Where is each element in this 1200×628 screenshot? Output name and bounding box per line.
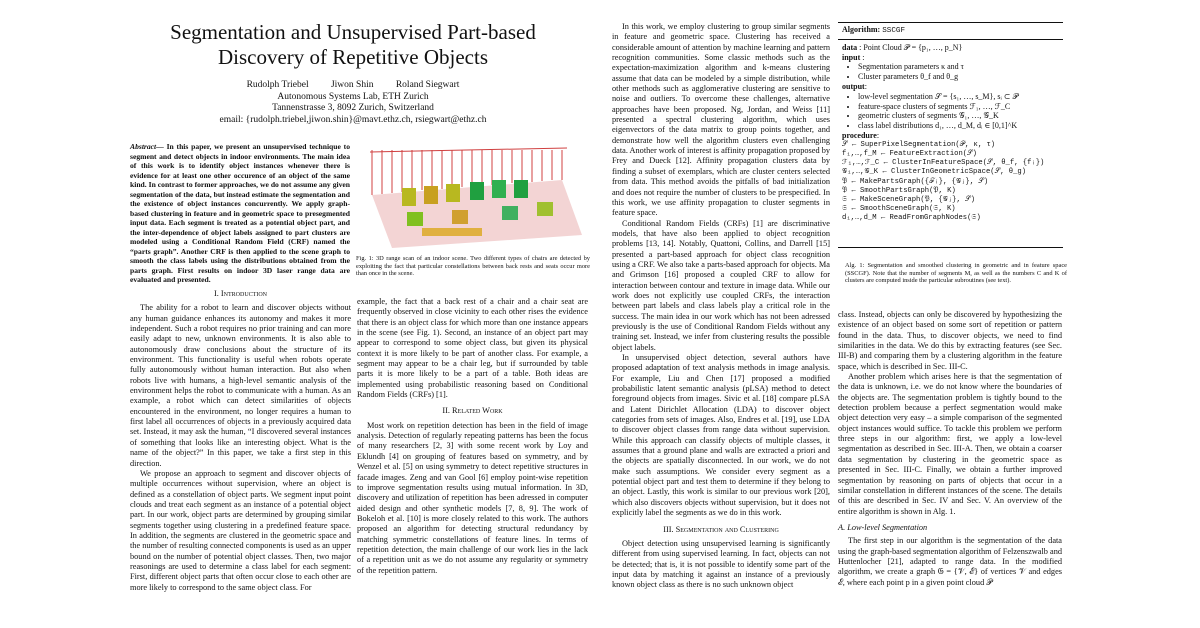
procedure-line: 𝔓 ← MakePartsGraph({ℱᵢ}, {𝒢ⱼ}, 𝒮) bbox=[842, 177, 989, 186]
email: email: {rudolph.triebel,jiwon.shin}@mavt.ethz.ch, rsiegwart@ethz.ch bbox=[219, 114, 487, 125]
output-label: output bbox=[842, 81, 865, 91]
paragraph: We propose an approach to segment and discover objects of multiple occurrences without supervision, where an object is defined as a constellation of object parts. We segment input point clouds and treat each segment as an instance of a potential object part. In our work, object parts are determined by grouping similar segments together using clustering in a predefined feature space. In addition, the segments are clustered in the geometric space and the number of resulting connected components is used as an upper bound on the number of potential object classes. Then, two major reasonings are used to determine a class label for each segment: First, different object parts that often occur close to each other are more likely to correspond to the same object class. For bbox=[130, 468, 351, 592]
address: Tannenstrasse 3, 8092 Zurich, Switzerland bbox=[272, 103, 434, 113]
author-name: Roland Siegwart bbox=[395, 80, 460, 90]
paragraph: In this work, we employ clustering to group similar segments in feature and geometric space. Clustering has received a considerable amount of attention by machine learning and pattern recognition communities. Some classic methods such as the expectation-maximization algorithm and k-means clustering assume that data can be modeled by a simple distribution, while other methods such as agglomerative clustering are sensitive to noise and outliers. To overcome these challenges, alternative approaches have been proposed. Ng, Jordan, and Weiss [11] presented a spectral clustering algorithm, which uses eigenvectors of the data matrix to group points together, and demonstrate how well the algorithm clusters even challenging data. Another work of interest is affinity propagation proposed by Frey and Dueck [12]. Affinity propagation clusters data by finding a subset of exemplars, which are cluster centers selected from data. This method avoids the pitfalls of bad initialization and does not require the number of clusters to be prespecified. In this work, we use affinity propagation to cluster segments in feature space. bbox=[612, 22, 830, 218]
subsection-a-heading: A. Low-level Segmentation bbox=[838, 522, 928, 532]
data-label: data bbox=[842, 42, 858, 52]
procedure-line: f₁,…,f_M ← FeatureExtraction(𝒮) bbox=[842, 149, 977, 158]
algorithm-header bbox=[838, 23, 1063, 40]
section-3-heading: III. Segmentation and Clustering bbox=[663, 524, 779, 534]
data-text: : Point Cloud 𝒫 = {p₁, …, p_N} bbox=[859, 42, 963, 52]
paragraph: Conditional Random Fields (CRFs) [1] are discriminative models, that have also been applied to object recognition problems [13, 14]. Notably, Quattoni, Collins, and Darrell [15] presented a part-based approach for object class recognition using a CRF. We also take a parts-based approach for objects. Ma and Grimson [16] proposed a coupled CRF to allow for interaction between contour and texture in image data. While our work does not explicitly use coupled CRFs, the interaction between part labels and class labels play a critical role in the success. The main idea in our work which has not been adressed previously is the use of Conditional Random Fields without any training set. Instead, we infer from clustering results the possible object labels. bbox=[612, 218, 830, 352]
list-item: • Segmentation parameters κ and τ bbox=[858, 62, 1059, 72]
input-list bbox=[842, 62, 1059, 82]
author-names bbox=[128, 80, 578, 92]
paragraph: The first step in our algorithm is the segmentation of the data using the graph-based segmentation algorithm of Felzenszwalb and Huttenlocher [21], adapted to range data. In the modified algorithm, we create a graph 𝔊 = {𝒱, ℰ} of vertices 𝒱 and edges ℰ, where each point p in a given point cloud 𝒫 bbox=[838, 536, 1062, 587]
list-item: • low-level segmentation 𝒮 = {s₁, …, s_M}, sᵢ ⊂ 𝒫 bbox=[858, 92, 1059, 102]
section-1-heading: I. Introduction bbox=[213, 289, 267, 298]
column-4 bbox=[838, 310, 1062, 588]
column-1 bbox=[130, 283, 351, 593]
procedure-label: procedure bbox=[842, 130, 877, 140]
affiliation: Autonomous Systems Lab, ETH Zurich bbox=[277, 91, 429, 102]
author-block bbox=[128, 80, 578, 126]
output-list bbox=[842, 92, 1059, 131]
procedure-line: ℱ₁,…,ℱ_C ← ClusterInFeatureSpace(𝒮, θ_f, {fᵢ}) bbox=[842, 159, 1045, 168]
figure-1-caption: Fig. 1: 3D range scan of an indoor scene. Two different types of chairs are detected by exploiting the fact that particular constellations between back rests and seats occur more than once in the scene. bbox=[356, 255, 590, 278]
algorithm-body: data : Point Cloud 𝒫 = {p₁, …, p_N} input : • Segmentation parameters κ and τ • Cluster parameters θ_f and θ_g output: • low-level segmentation 𝒮 = {s₁, …, s_M}, sᵢ ⊂ 𝒫 • feature-space clusters of segments ℱ₁, …, ℱ_C • geometric clusters of segments 𝒢₁, …, 𝒢_K • class label distributions d₁, …, d_M, dᵢ ∈ [0,1]^K procedure: 𝒮 ← SuperPixelSegmentation(𝒫, κ, τ) f₁,…,f_M ← FeatureExtraction(𝒮) ℱ₁,…,ℱ_C ← ClusterInFeatureSpace(𝒮, θ_f, {fᵢ}) 𝒢₁,…,𝒢_K ← ClusterInGeometricSpace(𝒮, θ_g) 𝔓 ← MakePartsGraph({ℱᵢ}, {𝒢ⱼ}, 𝒮) 𝔓 ← SmoothPartsGraph(𝔓, K) 𝔖 ← MakeSceneGraph(𝔓, {𝒢ⱼ}, 𝒮) 𝔖 ← SmoothSceneGraph(𝔖, K) d₁,…,d_M ← ReadFromGraphNodes(𝔖) bbox=[838, 40, 1063, 227]
column-2 bbox=[357, 297, 588, 576]
algorithm-label: Algorithm: bbox=[842, 25, 881, 34]
paragraph: In unsupervised object detection, several authors have proposed adaptation of text analysis methods in image analysis. For example, Liu and Chen [17] proposed a modified probabilistic latent semantic analysis (pLSA) method to detect foreground objects from images. Sivic et al. [18] compare pLSA and Latent Dirichlet Allocation (LDA) to discover object categories from sets of images. Also, Endres et al. [19], use LDA to discover object classes from range data without supervision. While this approach can classify objects of multiple classes, it assumes that a ground plane and walls are extracted a priori and the objects are spatially disconnected. In our work, we do not make such assumptions. We consider every segment as a potential object part and test them to determine if they belong to an object. Lastly, this work is similar to our previous work [20], which also discovers objects without supervision, but it does not explicitly label the segments as we do in this work. bbox=[612, 353, 830, 518]
procedure-line: 𝒮 ← SuperPixelSegmentation(𝒫, κ, τ) bbox=[842, 140, 996, 149]
procedure-line: 𝔖 ← SmoothSceneGraph(𝔖, K) bbox=[842, 205, 956, 214]
procedure-line: d₁,…,d_M ← ReadFromGraphNodes(𝔖) bbox=[842, 214, 981, 223]
paragraph: Most work on repetition detection has been in the field of image analysis. Detection of regularly repeating patterns has been the focus of many researchers [2, 3] with some recent work by Loy and Eklundh [4] on grouping of features based on symmetry, and by Wenzel et al. [5] on using symmetry to detect repetitive structures in facade images. Zeng and van Gool [6] employ point-wise repetition to improve segmentation results using mutual information. In 3D, discovery and utilization of repetition has been adressed in computer aided design and other synthetic models [7, 8, 9]. The work of Bokeloh et al. [10] is more closely related to this work. The authors proposed an algorithm for detecting structural redundancy by matching symmetric constellations of feature lines. In terms of repetition detection, the main challenge of our work lies in the lack of a repetition unit as we do not assume any regularity or symmetry of the repetition pattern. bbox=[357, 420, 588, 575]
section-2-heading: II. Related Work bbox=[442, 406, 503, 416]
column-3 bbox=[612, 22, 830, 591]
paragraph: The ability for a robot to learn and discover objects without any human guidance enhances its autonomy and makes it more independent. Such a robot requires no prior training and can more easily adapt to new, unknown environments. It is also able to autonomously draw conclusions about the structure of its environment. This functionality is useful when robots operate fully autonomously without human interaction. But also when robots live with humans, a high-level semantic analysis of the environment helps the robot to communicate with a human. As an example, a robot which can detect similarities of objects encountered in the environment, no longer requires a human to first label all occurrences of objects in a previously acquired data set. Instead, it may ask the human, “I discovered several instances of something that looks like an interesting object. What is the name of the object?” In this paper, we take a first step in this direction. bbox=[130, 303, 351, 468]
algorithm-box bbox=[838, 22, 1063, 248]
list-item: • feature-space clusters of segments ℱ₁, …, ℱ_C bbox=[858, 102, 1059, 112]
procedure-line: 𝔖 ← MakeSceneGraph(𝔓, {𝒢ⱼ}, 𝒮) bbox=[842, 195, 976, 204]
procedure-line: 𝔓 ← SmoothPartsGraph(𝔓, K) bbox=[842, 186, 956, 195]
list-item: • class label distributions d₁, …, d_M, dᵢ ∈ [0,1]^K bbox=[858, 121, 1059, 131]
input-label: input bbox=[842, 52, 861, 62]
author-name: Rudolph Triebel bbox=[246, 80, 309, 90]
paragraph: example, the fact that a back rest of a chair and a chair seat are frequently observed in close vicinity to each other rises the evidence that there is an object class for which more than one instance appears in the scene (see Fig. 1). Second, an instance of an object part may appear to correspond to some object class, but given its physical context it is more likely to be part of another class. For example, a segment may appear to be a chair leg, but if surrounded by table parts it is more likely to be a part of a table. Both ideas are implemented using probabilistic reasoning based on Conditional Random Fields (CRFs) [1]. bbox=[357, 297, 588, 400]
list-item: • geometric clusters of segments 𝒢₁, …, 𝒢_K bbox=[858, 111, 1059, 121]
paragraph: Object detection using unsupervised learning is significantly different from using supervised learning. In fact, objects can not be detected; that is, it is not possible to identify some part of the input data by matching it against an instance of a previously known object class as there is no such unknown object bbox=[612, 538, 830, 590]
paragraph: class. Instead, objects can only be discovered by hypothesizing the existence of an object based on some sort of repetition or pattern found in the data. Thus, to discover objects, we need to find similarities in the data. We do this by extracting features (see Sec. III-B) and comparing them by a clustering algorithm in the feature space, which is described in Sec. III-C. bbox=[838, 310, 1062, 371]
abstract-text: — In this paper, we present an unsupervised technique to segment and detect objects in indoor environments. The main idea of this work is to identify object instances whenever there is evidence for at least one other occurence of an object of the same kind. In contrast to former approaches, we do not assume any given segmentation of the data, but instead estimate the segmentation and the existence of object instances concurrently. We apply graph-based clustering in feature and in geometric space to presegmented input data. Each segment is treated as a potential object part, and the inter-dependence of object labels assigned to part clusters are modeled using a Conditional Random Field (CRF) named the “parts graph”. Another CRF is then applied to the scene graph to smooth the class labels using the distributions obtained from the parts graph. First results on indoor 3D laser range data are evaluated and presented. bbox=[130, 142, 350, 284]
author-name: Jiwon Shin bbox=[330, 80, 374, 90]
algorithm-name: SSCGF bbox=[882, 27, 906, 35]
list-item: • Cluster parameters θ_f and θ_g bbox=[858, 72, 1059, 82]
procedure-line: 𝒢₁,…,𝒢_K ← ClusterInGeometricSpace(𝒮, θ_g) bbox=[842, 168, 1027, 177]
abstract bbox=[130, 142, 350, 285]
abstract-label: Abstract bbox=[130, 142, 157, 151]
paragraph: Another problem which arises here is that the segmentation of the data is unknown, i.e. we do not know where the boundaries of the objects are. The segmentation problem is tightly bound to the detection problem because a perfect segmentation would make object detection very easy – a simple comparison of the segmented object instances would suffice. To tackle this problem we perform three steps in our algorithm: first, we apply a low-level segmentation as described in Sec. III-A. Then, we obtain a coarser data segmentation by clustering in the geometric space as presented in Sec. III-C. Finally, we obtain a further improved segmentation by reasoning on parts of objects that occur in a similar constellation in different instances of the scene. The details of this are described in Sec. IV and Sec. V. An overview of the entire algorithm is shown in Alg. 1. bbox=[838, 372, 1062, 516]
algorithm-caption: Alg. 1: Segmentation and smoothed clustering in geometric and in feature space (SSCGF). Note that the number of segments M, as well as the numbers C and K of clusters are computed inside the particular subroutines (see text). bbox=[845, 262, 1067, 285]
range-scan-figure bbox=[362, 140, 588, 250]
paper-title: Segmentation and Unsupervised Part-based Discovery of Repetitive Objects bbox=[170, 20, 536, 69]
